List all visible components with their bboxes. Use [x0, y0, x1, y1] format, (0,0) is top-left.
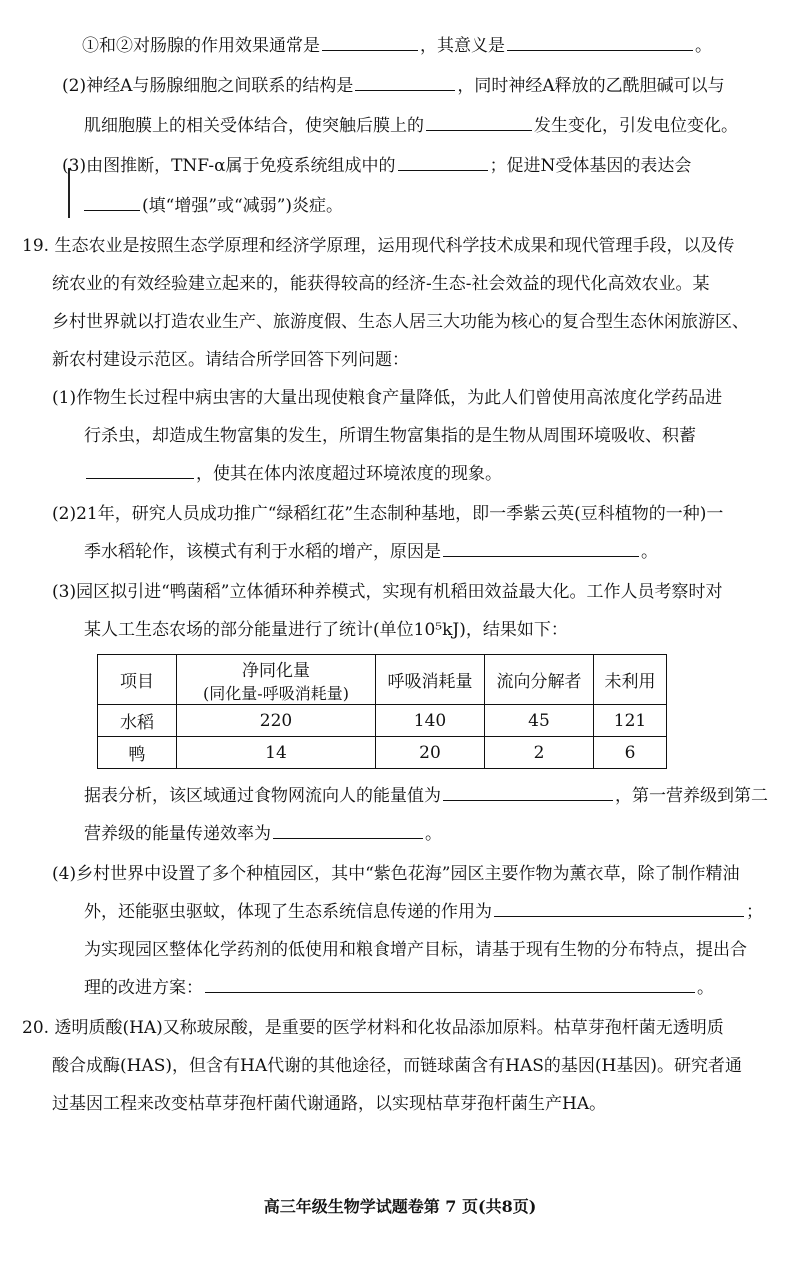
- q19-line1: [22, 234, 734, 258]
- header-cell: 呼吸消耗量: [376, 655, 485, 705]
- q19-part3-line4: [84, 822, 442, 846]
- answer-blank[interactable]: [205, 991, 695, 993]
- text: ；: [746, 902, 763, 922]
- q19-part4-line4: [84, 976, 714, 1000]
- q19-part4-line3: [84, 938, 747, 962]
- q19-part2-line2: [84, 540, 658, 564]
- text: ，使其在体内浓度超过环境浓度的现象。: [196, 464, 502, 484]
- header-cell: 流向分解者: [485, 655, 594, 705]
- text: (3)园区拟引进“鸭菌稻”立体循环种养模式，实现有机稻田效益最大化。工作人员考察时对: [52, 582, 723, 602]
- q19-part4-line2: [84, 900, 763, 924]
- text: ；促进N受体基因的表达会: [489, 156, 692, 176]
- q18-part3-line2: [82, 194, 343, 218]
- text: ①和②对肠腺的作用效果通常是: [82, 36, 320, 56]
- text: 发生变化，引发电位变化。: [534, 116, 738, 136]
- text: 外，还能驱虫驱蚊，体现了生态系统信息传递的作用为: [84, 902, 492, 922]
- header-cell: 项目: [98, 655, 177, 705]
- q19-line2: [52, 272, 710, 296]
- text: (3)由图推断，TNF-α属于免疫系统组成中的: [62, 156, 396, 176]
- answer-blank[interactable]: [494, 915, 744, 917]
- answer-blank[interactable]: [443, 799, 613, 801]
- text: (2)21年，研究人员成功推广“绿稻红花”生态制种基地，即一季紫云英(豆科植物的一种)一: [52, 504, 724, 524]
- q19-part3-line1: [52, 580, 722, 604]
- text: 理的改进方案：: [84, 978, 203, 998]
- table-cell: 2: [485, 737, 594, 769]
- text: 行杀虫，却造成生物富集的发生，所谓生物富集指的是生物从周围环境吸收、积蓄: [84, 426, 696, 446]
- q18-part2-line1: [62, 74, 725, 98]
- text: 统农业的有效经验建立起来的，能获得较高的经济-生态-社会效益的现代化高效农业。某: [52, 274, 710, 294]
- answer-blank[interactable]: [443, 555, 639, 557]
- table-cell: 220: [177, 705, 376, 737]
- text: 酸合成酶(HAS)，但含有HA代谢的其他途径，而链球菌含有HAS的基因(H基因)。研究者通: [52, 1056, 742, 1076]
- text: 。: [425, 824, 442, 844]
- energy-table: [97, 654, 667, 769]
- q19-part4-line1: [52, 862, 739, 886]
- table-row: [98, 705, 667, 737]
- answer-blank[interactable]: [398, 169, 488, 171]
- text: 乡村世界就以打造农业生产、旅游度假、生态人居三大功能为核心的复合型生态休闲旅游区、: [52, 312, 749, 332]
- text: ，同时神经A释放的乙酰胆碱可以与: [457, 76, 725, 96]
- q19-part1-line1: [52, 386, 722, 410]
- text: ，其意义是: [420, 36, 505, 56]
- answer-blank[interactable]: [426, 129, 532, 131]
- text: 。: [697, 978, 714, 998]
- answer-blank[interactable]: [355, 89, 455, 91]
- text: ，第一营养级到第二: [615, 786, 768, 806]
- text: 过基因工程来改变枯草芽孢杆菌代谢通路，以实现枯草芽孢杆菌生产HA。: [52, 1094, 607, 1114]
- text: 20. 透明质酸(HA)又称玻尿酸，是重要的医学材料和化妆品添加原料。枯草芽孢杆菌无透明质: [22, 1018, 724, 1038]
- table-cell: 45: [485, 705, 594, 737]
- text: 。: [641, 542, 658, 562]
- page-footer: 高三年级生物学试题卷第 7 页(共8页): [263, 1197, 537, 1216]
- q19-part3-line2: [84, 618, 568, 642]
- table-cell: 鸭: [98, 737, 177, 769]
- q19-line3: [52, 310, 749, 334]
- answer-blank[interactable]: [507, 49, 693, 51]
- q18-part3-line1: [62, 154, 691, 178]
- text: (4)乡村世界中设置了多个种植园区，其中“紫色花海”园区主要作物为薰衣草，除了制作精油: [52, 864, 740, 884]
- q20-line1: [22, 1016, 724, 1040]
- text: 为实现园区整体化学药剂的低使用和粮食增产目标，请基于现有生物的分布特点，提出合: [84, 940, 747, 960]
- answer-blank[interactable]: [273, 837, 423, 839]
- table-header-row: [98, 655, 667, 705]
- answer-blank[interactable]: [86, 477, 194, 479]
- q19-part1-line3: [84, 462, 502, 486]
- table-cell: 121: [594, 705, 667, 737]
- text: 营养级的能量传递效率为: [84, 824, 271, 844]
- q19-line4: [52, 348, 409, 372]
- header-line: (同化量-呼吸消耗量): [203, 683, 349, 703]
- header-line: 净同化量: [242, 660, 310, 681]
- header-cell: [177, 655, 376, 705]
- answer-blank[interactable]: [322, 49, 418, 51]
- q19-part3-line3: [84, 784, 768, 808]
- text: (填“增强”或“减弱”)炎症。: [142, 196, 344, 216]
- text: 据表分析，该区域通过食物网流向人的能量值为: [84, 786, 441, 806]
- q20-line3: [52, 1092, 606, 1116]
- text: 肌细胞膜上的相关受体结合，使突触后膜上的: [84, 116, 424, 136]
- text: 。: [695, 36, 712, 56]
- table-cell: 14: [177, 737, 376, 769]
- table-cell: 20: [376, 737, 485, 769]
- text: 新农村建设示范区。请结合所学回答下列问题：: [52, 350, 409, 370]
- table-cell: 6: [594, 737, 667, 769]
- table-cell: 140: [376, 705, 485, 737]
- text: (1)作物生长过程中病虫害的大量出现使粮食产量降低，为此人们曾使用高浓度化学药品进: [52, 388, 723, 408]
- table-row: [98, 737, 667, 769]
- q19-part2-line1: [52, 502, 723, 526]
- text: 季水稻轮作，该模式有利于水稻的增产，原因是: [84, 542, 441, 562]
- header-cell: 未利用: [594, 655, 667, 705]
- text: (2)神经A与肠腺细胞之间联系的结构是: [62, 76, 354, 96]
- text: 某人工生态农场的部分能量进行了统计(单位10⁵kJ)，结果如下：: [84, 620, 568, 640]
- q18-part1-line: [82, 34, 712, 58]
- text: 19. 生态农业是按照生态学原理和经济学原理，运用现代科学技术成果和现代管理手段，以及传: [22, 236, 735, 256]
- q19-part1-line2: [84, 424, 696, 448]
- table-cell: 水稻: [98, 705, 177, 737]
- q18-part2-line2: [84, 114, 738, 138]
- q20-line2: [52, 1054, 742, 1078]
- answer-blank[interactable]: [84, 209, 140, 211]
